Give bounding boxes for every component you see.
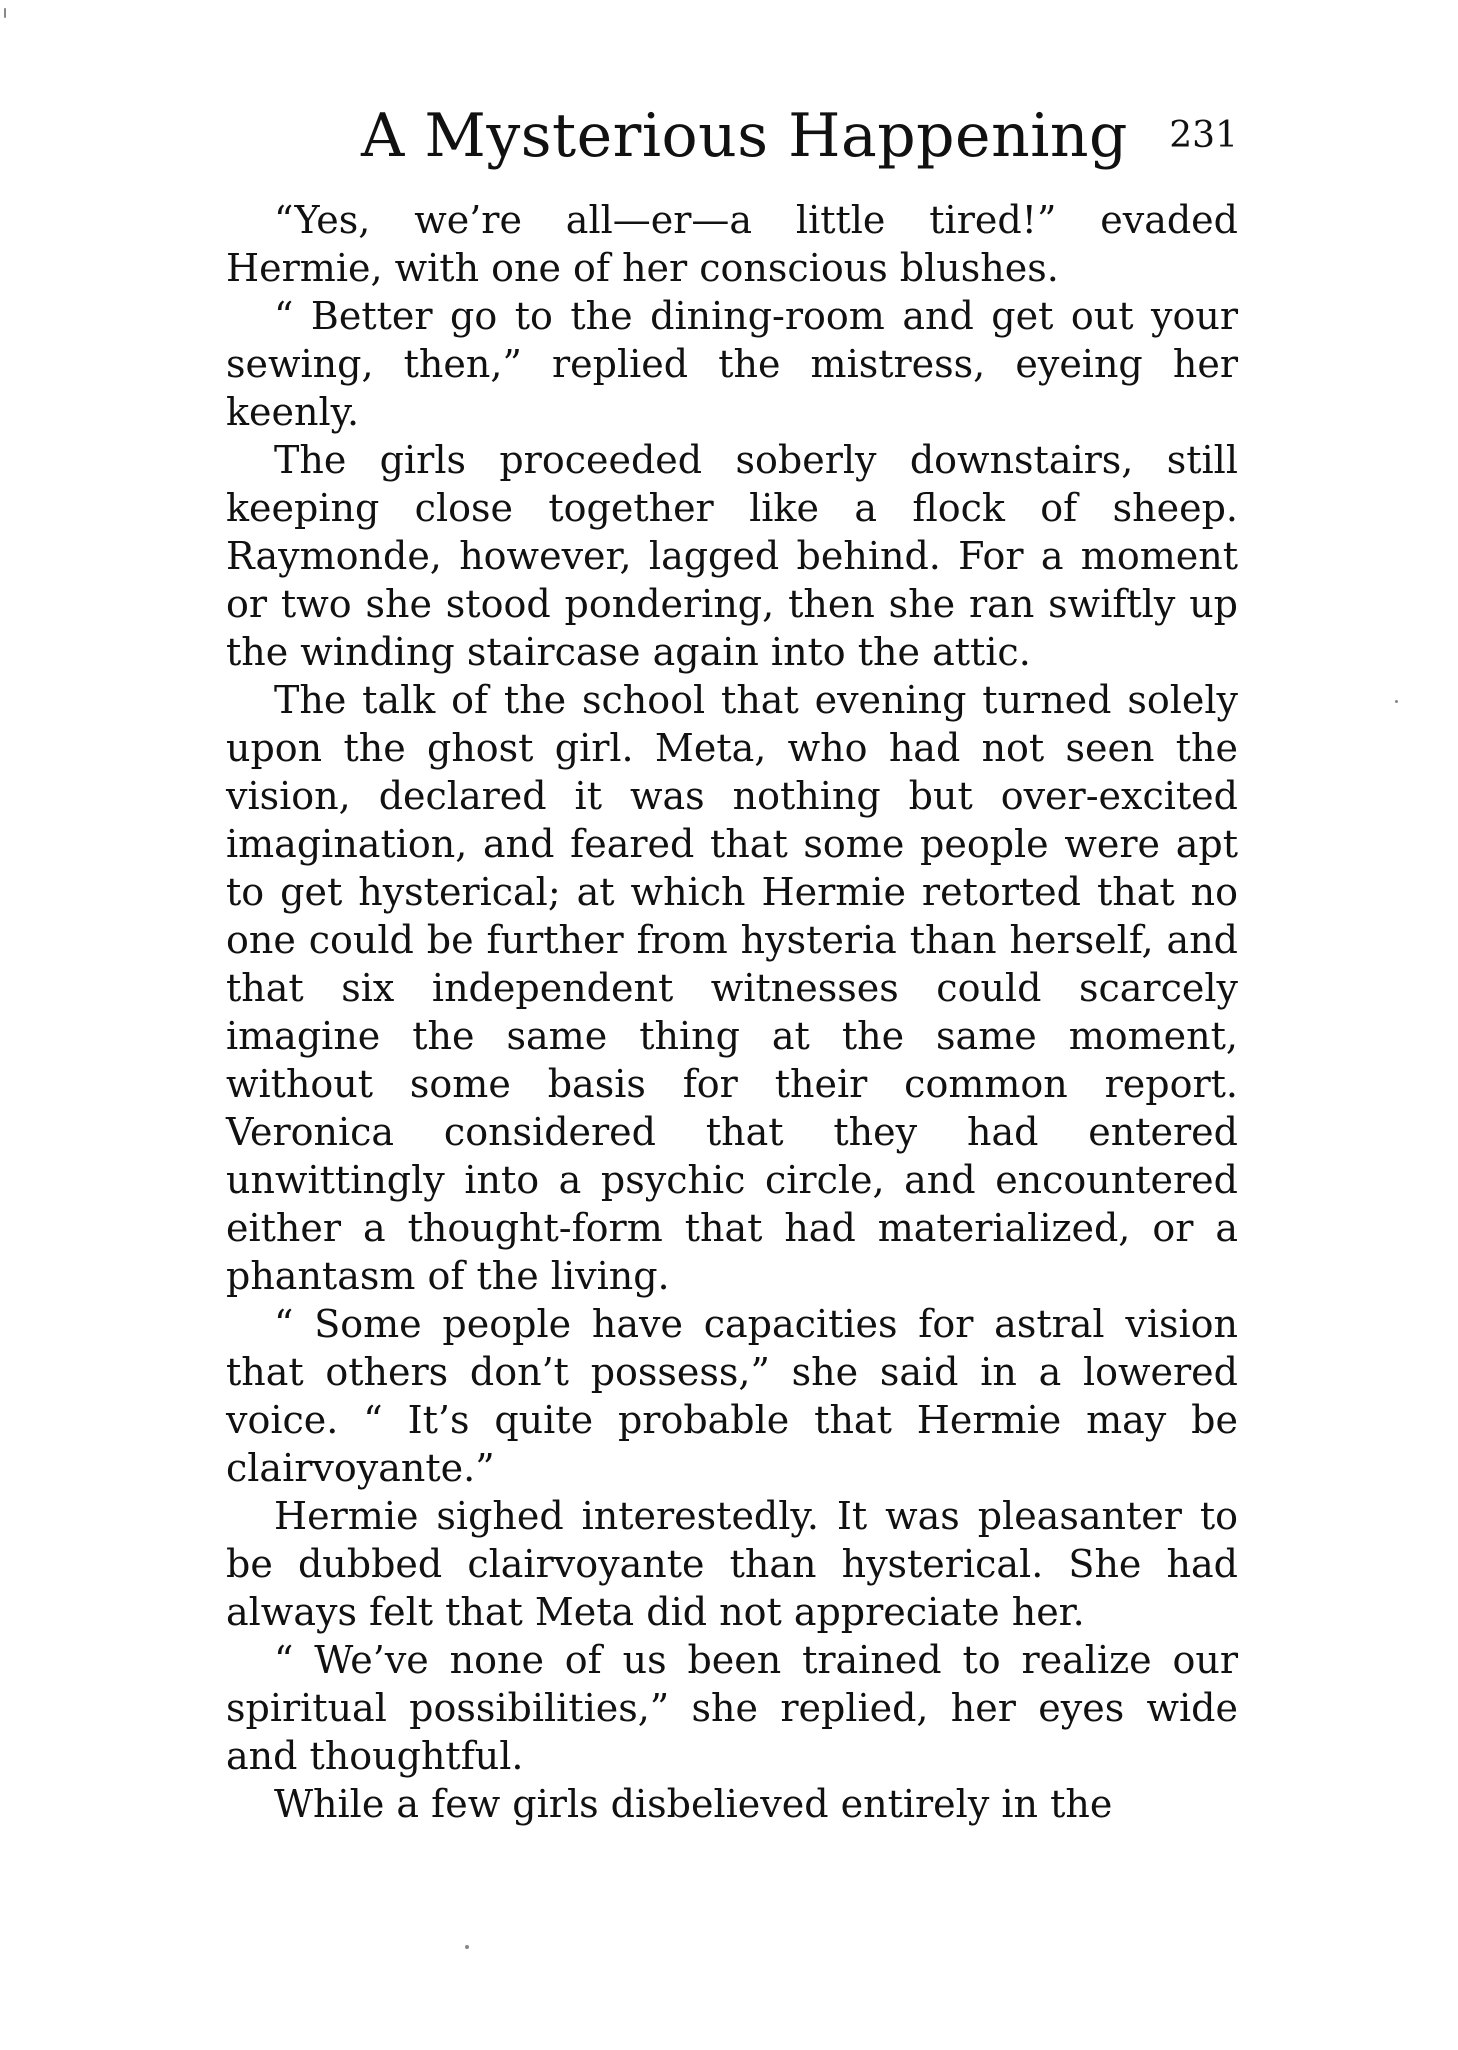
paragraph: The girls proceeded soberly downstairs, still keeping close together like a flock of sheep. Raymonde, however, lagged behind. For a moment or two she stood pondering, then she ran swiftly up the winding staircase again into the attic. — [226, 438, 1238, 674]
scan-speck — [4, 8, 6, 18]
paragraph: While a few girls disbelieved entirely in the — [274, 1782, 1113, 1826]
paragraph: “Yes, we’re all—er—a little tired!” evaded Hermie, with one of her conscious blushes. — [226, 198, 1238, 290]
paragraph: Hermie sighed interestedly. It was pleasanter to be dubbed clairvoyante than hysterical. She had always felt that Meta did not appreciate her. — [226, 1494, 1238, 1634]
paragraph: “ Some people have capacities for astral vision that others don’t possess,” she said in a lowered voice. “ It’s quite probable that Hermie may be clairvoyante.” — [226, 1302, 1238, 1490]
paragraph: “ Better go to the dining-room and get out your sewing, then,” replied the mistress, eyeing her keenly. — [226, 294, 1238, 434]
scan-speck — [1395, 700, 1398, 703]
paragraph: The talk of the school that evening turned solely upon the ghost girl. Meta, who had not seen the vision, declared it was nothing but over-excited imagination, and feared that some people were apt to get hysterical; at which Hermie retorted that no one could be further from hysteria than herself, and that six independent witnesses could scarcely imagine the same thing at the same moment, without some basis for their common report. Veronica considered that they had entered unwittingly into a psychic circle, and encountered either a thought-form that had materialized, or a phantasm of the living. — [226, 678, 1238, 1298]
paragraph: “ We’ve none of us been trained to realize our spiritual possibilities,” she replied, her eyes wide and thoughtful. — [226, 1638, 1238, 1778]
body-text — [226, 196, 1238, 1828]
running-title: A Mysterious Happening — [361, 101, 1128, 171]
page-header — [226, 96, 1238, 176]
scan-speck — [465, 1945, 469, 1949]
page-number: 231 — [1169, 115, 1238, 156]
